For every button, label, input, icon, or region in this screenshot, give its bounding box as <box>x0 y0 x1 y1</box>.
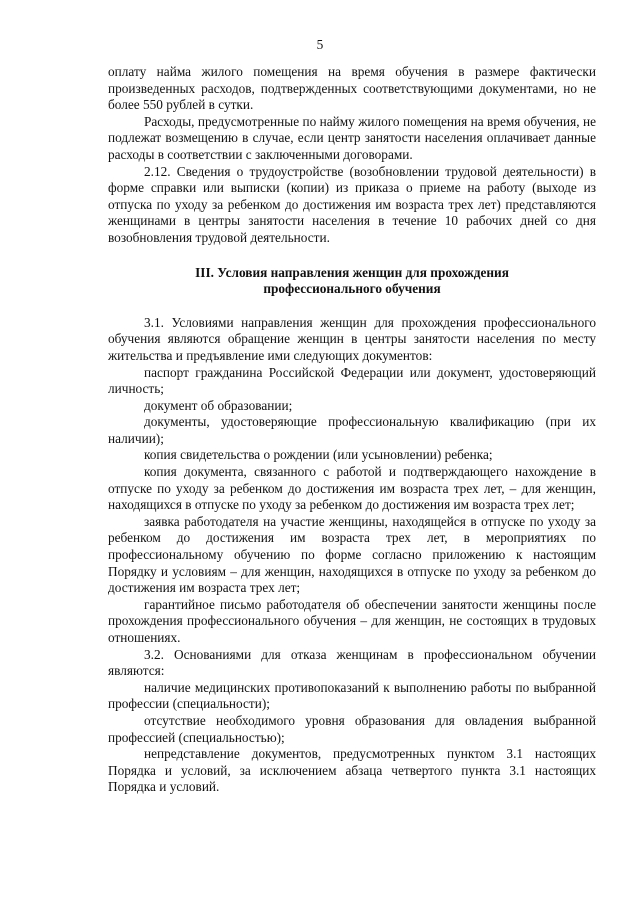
paragraph: заявка работодателя на участие женщины, находящейся в отпуске по уходу за ребенком до достижения им возраста трех лет, в мероприятиях по профессиональному обучению по форме согласно приложению к настоящим Порядку и условиям – для женщин, находящихся в отпуске по уходу за ребенком до достижения им возраста трех лет; <box>108 513 596 596</box>
paragraph: копия свидетельства о рождении (или усыновлении) ребенка; <box>144 447 493 463</box>
paragraph: оплату найма жилого помещения на время обучения в размере фактически произведенных расходов, подтвержденных соответствующими документами, но не более 550 рублей в сутки. <box>108 64 596 113</box>
paragraph: документы, удостоверяющие профессиональную квалификацию (при их наличии); <box>108 414 596 446</box>
paragraph: отсутствие необходимого уровня образования для овладения выбранной профессией (специальностью); <box>108 712 596 745</box>
paragraph: документ об образовании; <box>144 397 293 413</box>
paragraph: 3.2. Основаниями для отказа женщинам в профессиональном обучении являются: <box>108 646 596 679</box>
paragraph: наличие медицинских противопоказаний к выполнению работы по выбранной профессии (специальности); <box>108 679 596 712</box>
document-body <box>108 64 596 796</box>
paragraph: Расходы, предусмотренные по найму жилого помещения на время обучения, не подлежат возмещению в случае, если центр занятости населения оплачивает данные расходы в соответствии с заключенными договорами. <box>108 113 596 162</box>
paragraph: гарантийное письмо работодателя об обеспечении занятости женщины после прохождения профессионального обучения – для женщин, не состоящих в трудовых отношениях. <box>108 596 596 645</box>
page-number: 5 <box>316 37 324 52</box>
paragraphs-before-heading <box>108 64 596 247</box>
paragraph: 2.12. Сведения о трудоустройстве (возобновлении трудовой деятельности) в форме справки или выписки (копии) из приказа о приеме на работу (выходе из отпуска по уходу за ребенком до достижения им возраста трех лет) представляются женщинами в центры занятости населения в течение 10 рабочих дней со дня возобновления трудовой деятельности. <box>108 163 596 245</box>
paragraph: 3.1. Условиями направления женщин для прохождения профессионального обучения являются обращение женщин в центры занятости населения по месту жительства и предъявление ими следующих документов: <box>108 314 596 363</box>
section-heading-line-1: III. Условия направления женщин для прохождения <box>195 264 509 280</box>
paragraph: непредставление документов, предусмотренных пунктом 3.1 настоящих Порядка и условий, за исключением абзаца четвертого пункта 3.1 настоящих Порядка и условий. <box>108 746 596 795</box>
section-heading-line-2: профессионального обучения <box>263 281 441 297</box>
paragraphs-after-heading <box>108 315 596 796</box>
paragraph: копия документа, связанного с работой и подтверждающего нахождение в отпуске по уходу за ребенком до достижения им возраста трех лет, – для женщин, находящихся в отпуске по уходу за ребенком до достижения им возраста трех лет; <box>108 464 596 513</box>
section-heading <box>108 265 596 298</box>
paragraph: паспорт гражданина Российской Федерации или документ, удостоверяющий личность; <box>108 364 596 397</box>
